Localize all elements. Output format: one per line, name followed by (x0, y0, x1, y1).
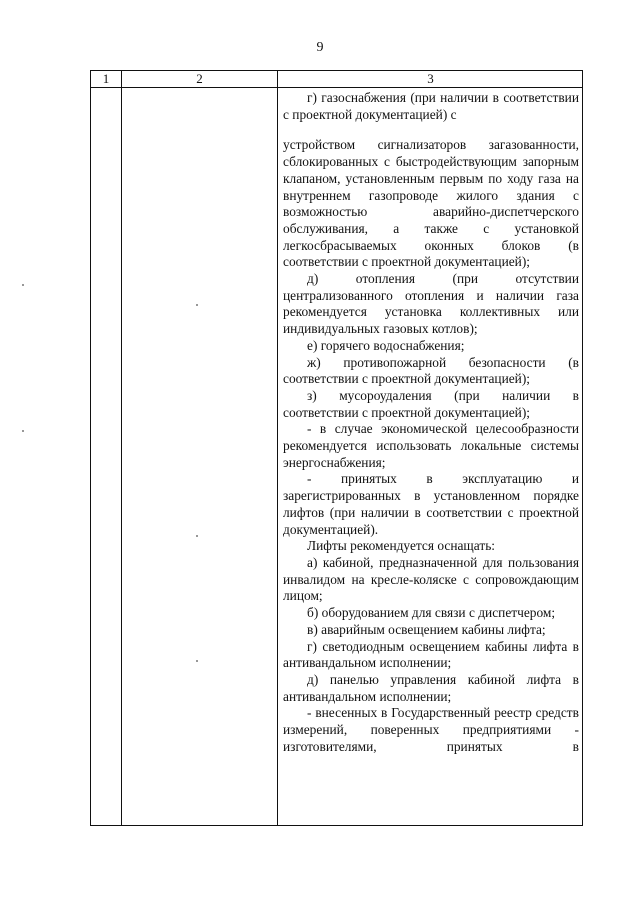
table-paragraph: - в случае экономической целесообразности рекомендуется использовать локальные системы энергоснабжения; (283, 421, 579, 470)
paragraph-gap (283, 123, 579, 137)
table-paragraph: в) аварийным освещением кабины лифта; (307, 621, 546, 637)
table-paragraph: ж) противопожарной безопасности (в соответствии с проектной документацией); (283, 354, 579, 387)
scan-speck (22, 430, 24, 432)
document-table (90, 70, 583, 826)
table-paragraph: - внесенных в Государственный реестр средств измерений, поверенных предприятиями - изготовителями, принятых в (283, 705, 579, 754)
table-paragraph: г) газоснабжения (при наличии в соответствии с проектной документацией) с (283, 90, 579, 122)
scan-speck (196, 535, 198, 537)
table-paragraph: - принятых в эксплуатацию и зарегистрированных в установленном порядке лифтов (при наличии в соответствии с проектной документацией). (283, 471, 579, 537)
table-paragraph: Лифты рекомендуется оснащать: (307, 538, 496, 554)
column-header-2: 2 (196, 71, 203, 86)
column-divider-2 (277, 71, 278, 825)
page-number: 9 (316, 40, 324, 55)
table-paragraph: а) кабиной, предназначенной для пользования инвалидом на кресле-коляске с сопровождающим лицом; (283, 554, 579, 604)
scan-speck (22, 284, 24, 286)
table-paragraph: з) мусороудаления (при наличии в соответствии с проектной документацией); (283, 387, 579, 420)
column-header-1: 1 (102, 71, 110, 86)
column-3-content (283, 90, 579, 755)
table-paragraph: г) светодиодным освещением кабины лифта в антивандальном исполнении; (283, 638, 579, 671)
table-header-row (91, 71, 582, 88)
scan-speck (196, 304, 198, 306)
column-divider-1 (121, 71, 122, 825)
column-header-3: 3 (427, 71, 434, 86)
table-paragraph: е) горячего водоснабжения; (307, 337, 465, 353)
table-paragraph: д) панелью управления кабиной лифта в антивандальном исполнении; (283, 671, 579, 704)
scan-speck (196, 660, 198, 662)
table-paragraph: устройством сигнализаторов загазованности, сблокированных с быстродействующим запорным клапаном, установленным первым по ходу газа на внутреннем газопроводе жилого здания с возможностью аварийно-диспетчерского обслуживания, а также с установкой легкосбрасываемых оконных блоков (в соответствии с проектной документацией); (283, 137, 579, 270)
table-paragraph: б) оборудованием для связи с диспетчером; (307, 605, 556, 621)
table-paragraph: д) отопления (при отсутствии централизованного отопления и наличии газа рекомендуется установка коллективных или индивидуальных газовых котлов); (283, 271, 579, 337)
